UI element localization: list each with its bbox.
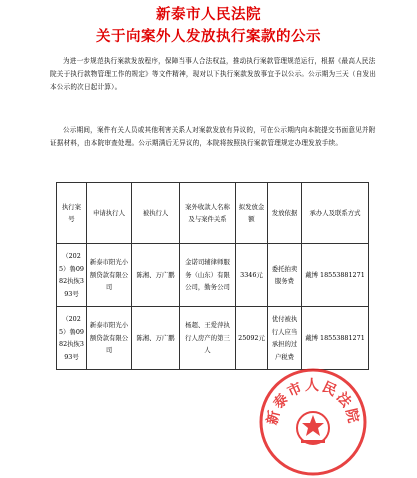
objection-paragraph: 公示期间，案件有关人员或其他利害关系人对案款发放有异议的，可在公示期内向本院提交书面意见并附证据材料，由本院审查处理。公示期满后无异议的，本院将按照执行案款管理规定办理发放手续。 <box>50 126 376 147</box>
intro-paragraph: 为进一步规范执行案款发放程序，保障当事人合法权益，推动执行案款管理规范运行，根据《最高人民法院关于执行款物管理工作的规定》等文件精神，现对以下执行案款发放事宜予以公示。公示期为三天（自发出本公示的次日起计算）。 <box>50 57 377 91</box>
cell-respondent: 陈湘、万广鹏 <box>132 307 180 370</box>
header-amount: 拟发放金额 <box>236 183 268 244</box>
cell-amount: 3346元 <box>236 244 268 307</box>
payout-table <box>56 182 369 370</box>
cell-contact: 戴博 18553881271 <box>302 244 369 307</box>
table-row <box>57 307 369 370</box>
cell-respondent: 陈湘、万广鹏 <box>132 244 180 307</box>
table-row <box>57 244 369 307</box>
cell-amount: 25092元 <box>236 307 268 370</box>
header-case-number: 执行案号 <box>57 183 87 244</box>
cell-case-number: （2025）鲁0982执恢393号 <box>57 244 87 307</box>
cell-basis: 委托拍卖服务费 <box>268 244 302 307</box>
cell-applicant: 新泰市阳光小额贷款有限公司 <box>87 307 132 370</box>
court-seal <box>257 366 369 478</box>
header-respondent: 被执行人 <box>132 183 180 244</box>
cell-applicant: 新泰市阳光小额贷款有限公司 <box>87 244 132 307</box>
document-title-line1: 新泰市人民法院 <box>156 6 261 23</box>
header-basis: 发放依据 <box>268 183 302 244</box>
header-payee: 案外收款人名称及与案件关系 <box>180 183 236 244</box>
cell-basis: 优付被执行人应当承担的过户税费 <box>268 307 302 370</box>
cell-payee: 杨超、王爱萍执行人房产的第三人 <box>180 307 236 370</box>
cell-payee: 金诺司辅律师服务（山东）有限公司，勤务公司 <box>180 244 236 307</box>
national-emblem-icon <box>297 412 329 444</box>
header-applicant: 申请执行人 <box>87 183 132 244</box>
header-contact: 承办人及联系方式 <box>302 183 369 244</box>
table-header-row <box>57 183 369 244</box>
cell-case-number: （2025）鲁0982执恢393号 <box>57 307 87 370</box>
cell-contact: 戴博 18553881271 <box>302 307 369 370</box>
svg-text:新泰市人民法院: 新泰市人民法院 <box>264 378 362 427</box>
document-title-line2: 关于向案外人发放执行案款的公示 <box>96 28 321 45</box>
